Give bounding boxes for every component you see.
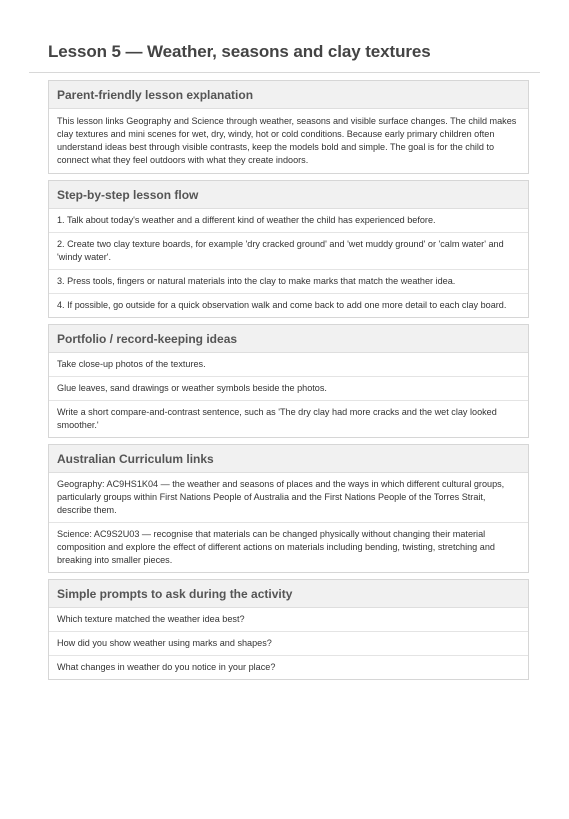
explanation-section: [48, 80, 529, 174]
flow-step: 3. Press tools, fingers or natural materials into the clay to make marks that match the weather idea.: [49, 269, 528, 293]
flow-heading: Step-by-step lesson flow: [49, 181, 528, 209]
prompts-section: [48, 579, 529, 680]
prompt-item: How did you show weather using marks and shapes?: [49, 631, 528, 655]
portfolio-item: Write a short compare-and-contrast sentence, such as 'The dry clay had more cracks and the wet clay looked smoother.': [49, 400, 528, 437]
flow-section: [48, 180, 529, 318]
flow-step: 4. If possible, go outside for a quick observation walk and come back to add one more detail to each clay board.: [49, 293, 528, 317]
prompts-heading: Simple prompts to ask during the activity: [49, 580, 528, 608]
flow-step: 1. Talk about today's weather and a different kind of weather the child has experienced before.: [57, 215, 436, 225]
lesson-content: [48, 80, 529, 686]
explanation-heading: Parent-friendly lesson explanation: [49, 81, 528, 109]
flow-step: 2. Create two clay texture boards, for example 'dry cracked ground' and 'wet muddy ground' or 'calm water' and 'windy water'.: [49, 232, 528, 269]
page-title: Lesson 5 — Weather, seasons and clay textures: [48, 42, 431, 61]
curriculum-section: [48, 444, 529, 573]
portfolio-item: Glue leaves, sand drawings or weather symbols beside the photos.: [49, 376, 528, 400]
curriculum-heading: Australian Curriculum links: [49, 445, 528, 473]
portfolio-section: [48, 324, 529, 438]
title-divider: [29, 72, 540, 73]
curriculum-link: Science: AC9S2U03 — recognise that materials can be changed physically without changing their material composition and explore the effect of different actions on materials including bending, twisting, stretching and breaking into smaller pieces.: [49, 522, 528, 572]
explanation-body: This lesson links Geography and Science through weather, seasons and visible surface changes. The child makes clay textures and mini scenes for wet, dry, windy, hot or cold conditions. Because early primary children often understand ideas best through visible contrasts, keep the models bold and simple. The goal is for the child to connect what they feel outdoors with what they create indoors.: [57, 116, 517, 165]
prompt-item: What changes in weather do you notice in your place?: [49, 655, 528, 679]
portfolio-item: Take close-up photos of the textures.: [57, 359, 206, 369]
portfolio-heading: Portfolio / record-keeping ideas: [49, 325, 528, 353]
curriculum-link: Geography: AC9HS1K04 — the weather and seasons of places and the ways in which different cultural groups, particularly groups within First Nations People of Australia and the First Nations People of the Torres Strait, describe them.: [57, 479, 505, 515]
prompt-item: Which texture matched the weather idea best?: [57, 614, 245, 624]
